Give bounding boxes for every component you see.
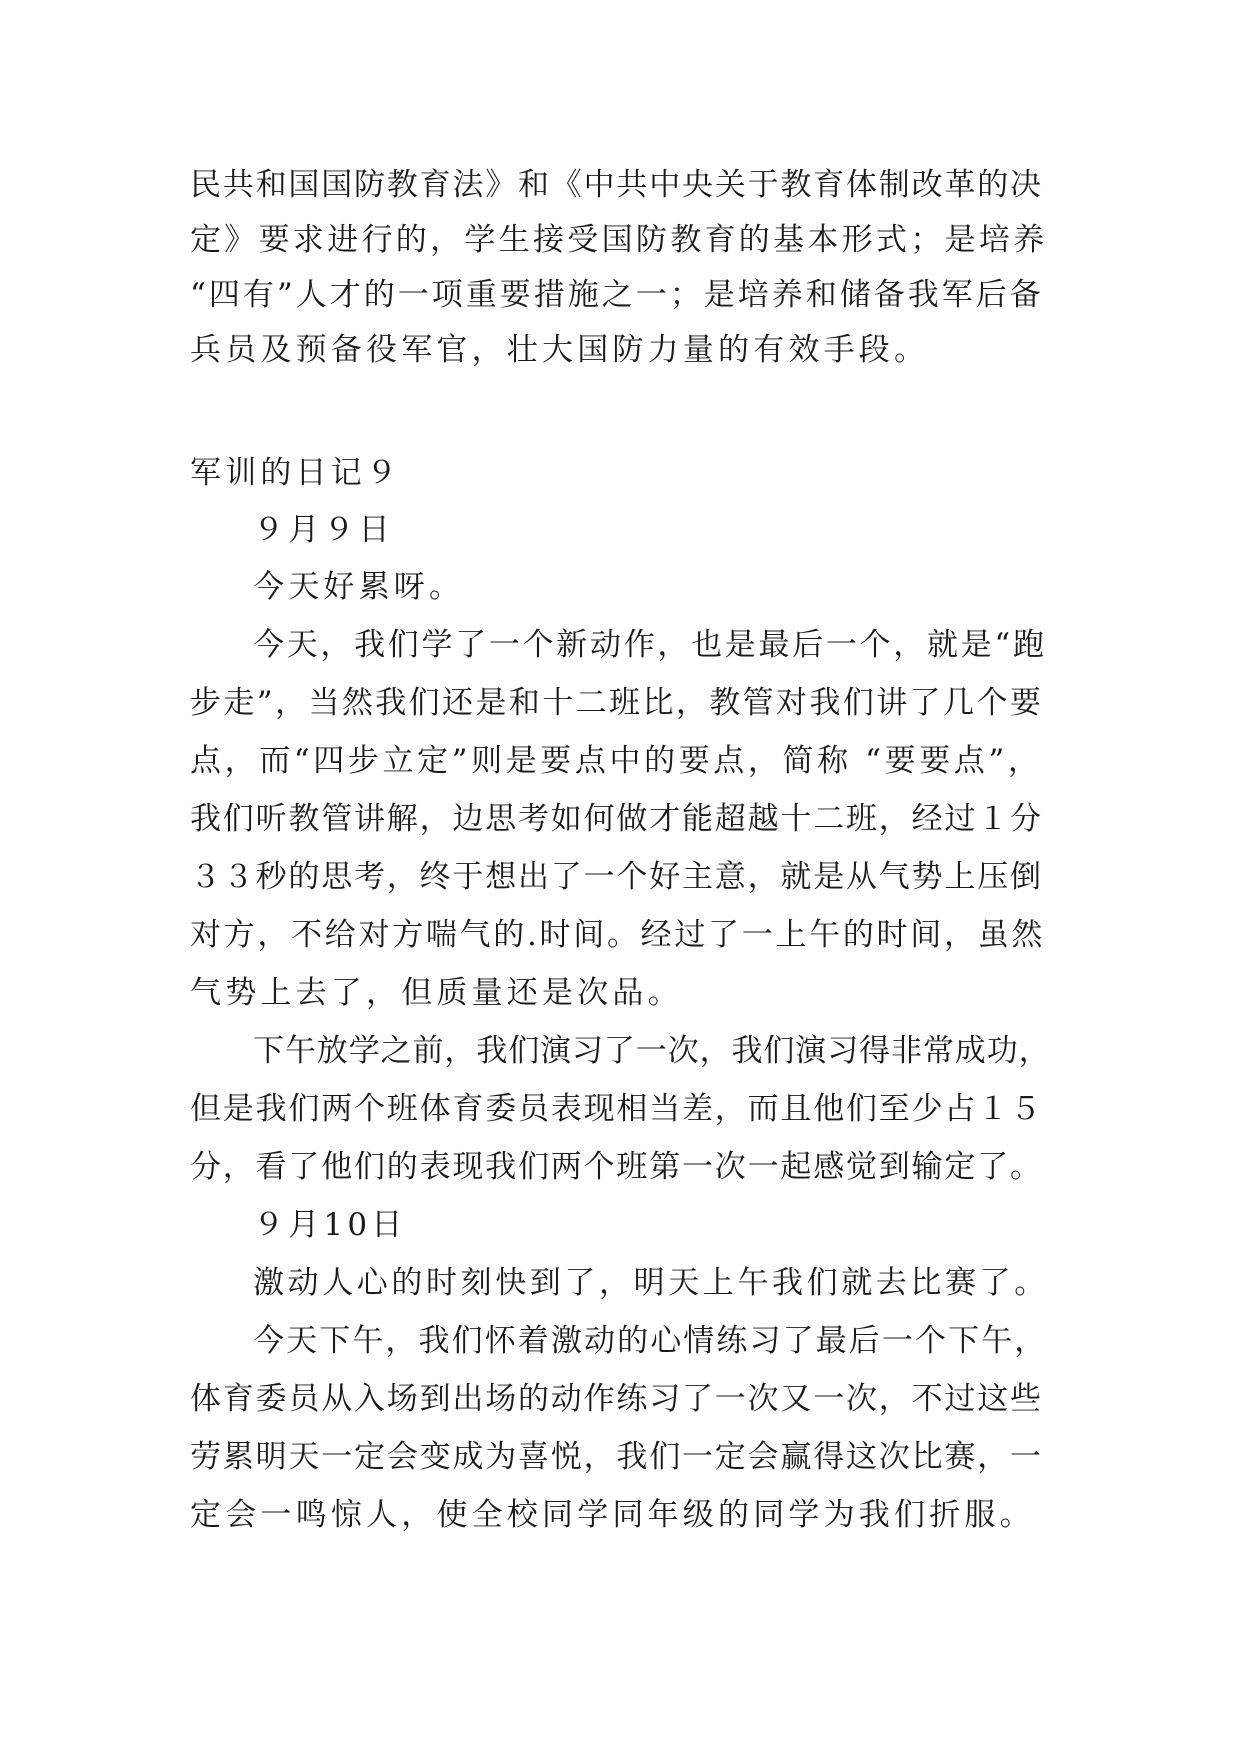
text-line: 下午放学之前，我们演习了一次，我们演习得非常成功， (253, 1033, 1051, 1069)
text-line: 分，看了他们的表现我们两个班第一次一起感觉到输定了。 (190, 1149, 1043, 1185)
text-line: 民共和国国防教育法》和《中共中央关于教育体制改革的决 (190, 167, 1043, 203)
text-line: 今天好累呀。 (253, 569, 465, 605)
text-line: 但是我们两个班体育委员表现相当差，而且他们至少占１５ (190, 1091, 1043, 1127)
text-line: “四有”人才的一项重要措施之一；是培养和储备我军后备 (190, 277, 1044, 313)
text-line: ３３秒的思考，终于想出了一个好主意，就是从气势上压倒 (190, 859, 1043, 895)
text-line: 体育委员从入场到出场的动作练习了一次又一次，不过这些 (190, 1381, 1043, 1417)
text-line: 兵员及预备役军官，壮大国防力量的有效手段。 (190, 332, 930, 368)
text-line: 今天，我们学了一个新动作，也是最后一个，就是“跑 (253, 627, 1047, 663)
text-line: 点，而“四步立定”则是要点中的要点，简称 “要要点”， (190, 743, 1043, 779)
section-heading: 军训的日记９ (190, 455, 402, 491)
text-line: 劳累明天一定会变成为喜悦，我们一定会赢得这次比赛，一 (190, 1439, 1043, 1475)
text-line: 激动人心的时刻快到了，明天上午我们就去比赛了。 (253, 1265, 1049, 1301)
text-line: 对方，不给对方喘气的.时间。经过了一上午的时间，虽然 (190, 917, 1046, 953)
text-line: 步走”，当然我们还是和十二班比，教管对我们讲了几个要 (190, 685, 1044, 721)
entry-date: ９月９日 (253, 512, 394, 548)
text-line: 我们听教管讲解，边思考如何做才能超越十二班，经过１分 (190, 801, 1043, 837)
text-line: 今天下午，我们怀着激动的心情练习了最后一个下午， (253, 1323, 1048, 1359)
text-line: 气势上去了，但质量还是次品。 (190, 975, 683, 1011)
text-line: 定会一鸣惊人，使全校同学同年级的同学为我们折服。 (190, 1497, 1035, 1533)
entry-date: ９月10日 (253, 1207, 407, 1243)
text-line: 定》要求进行的，学生接受国防教育的基本形式；是培养 (190, 222, 1048, 258)
